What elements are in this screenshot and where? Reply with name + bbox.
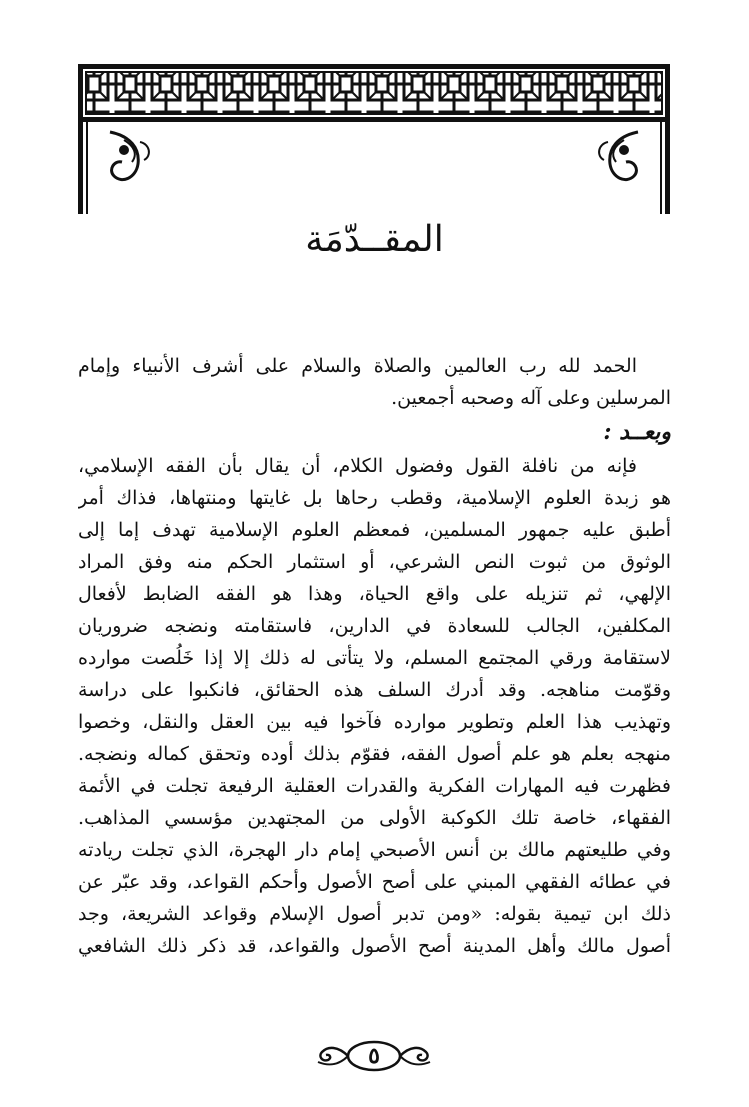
body-text (78, 350, 671, 962)
text-line: الحمد لله رب العالمين والصلاة والسلام على أشرف الأنبياء وإمام (78, 355, 637, 377)
text-line: الفقهاء، خاصة تلك الكوكبة الأولى من المجتهدين مؤسسي المذاهب. (78, 807, 671, 829)
wa-baad-heading: وبعــد : (603, 419, 671, 445)
page-heading: المقــدّمَة (305, 219, 444, 260)
text-line: أصول مالك وأهل المدينة أصح الأصول والقواعد، قد ذكر ذلك الشافعي (78, 935, 671, 957)
text-line: منهجه بعلم هو علم أصول الفقه، فقوّم بذلك أوده وتحقق كماله ونضجه. (78, 743, 671, 765)
text-line: وفي طليعتهم مالك بن أنس الأصبحي إمام دار الهجرة، الذي تجلت ريادته (78, 839, 671, 861)
text-line: ذلك ابن تيمية بقوله: «ومن تدبر أصول الإسلام وقواعد الشريعة، وجد (78, 903, 671, 925)
text-line: الوثوق من ثبوت النص الشرعي، أو استثمار الحكم منه وفق المراد (78, 551, 671, 573)
page-number: ٥ (368, 1043, 380, 1069)
text-line: وقوّمت مناهجه. وقد أدرك السلف هذه الحقائق، فانكبوا على دراسة (78, 679, 671, 701)
page-number-ornament (304, 1036, 444, 1076)
text-line: فإنه من نافلة القول وفضول الكلام، أن يقال بأن الفقه الإسلامي، (78, 455, 637, 477)
text-line: في عطائه الفقهي المبني على أصح الأصول وأحكم القواعد، وقد عبّر عن (78, 871, 671, 893)
ornamental-header-frame (76, 62, 672, 222)
text-line: الإلهي، ثم تنزيله على واقع الحياة، وهذا هو الفقه الضابط لأفعال (78, 583, 671, 605)
text-line: هو زبدة العلوم الإسلامية، وقطب رحاها بل غايتها ومنتهاها، فذاك أمر (78, 487, 671, 509)
text-line: وتهذيب هذا العلم وتطوير موارده فآخوا فيه بين العقل والنقل، وخصوا (78, 711, 671, 733)
text-line: المرسلين وعلى آله وصحبه أجمعين. (391, 387, 671, 409)
text-line: المكلفين، الجالب للسعادة في الدارين، فاستقامته ونضجه ضروريان (78, 615, 671, 637)
text-line: فظهرت فيه المهارات الفكرية والقدرات العقلية الرفيعة تجلت في الأئمة (78, 775, 671, 797)
text-line: لاستقامة ورقي المجتمع المسلم، ولا يتأتى له ذلك إلا إذا خَلُصت موارده (78, 647, 671, 669)
text-line: أطبق عليه جمهور المسلمين، فمعظم العلوم الإسلامية تهدف إما إلى (78, 519, 671, 541)
